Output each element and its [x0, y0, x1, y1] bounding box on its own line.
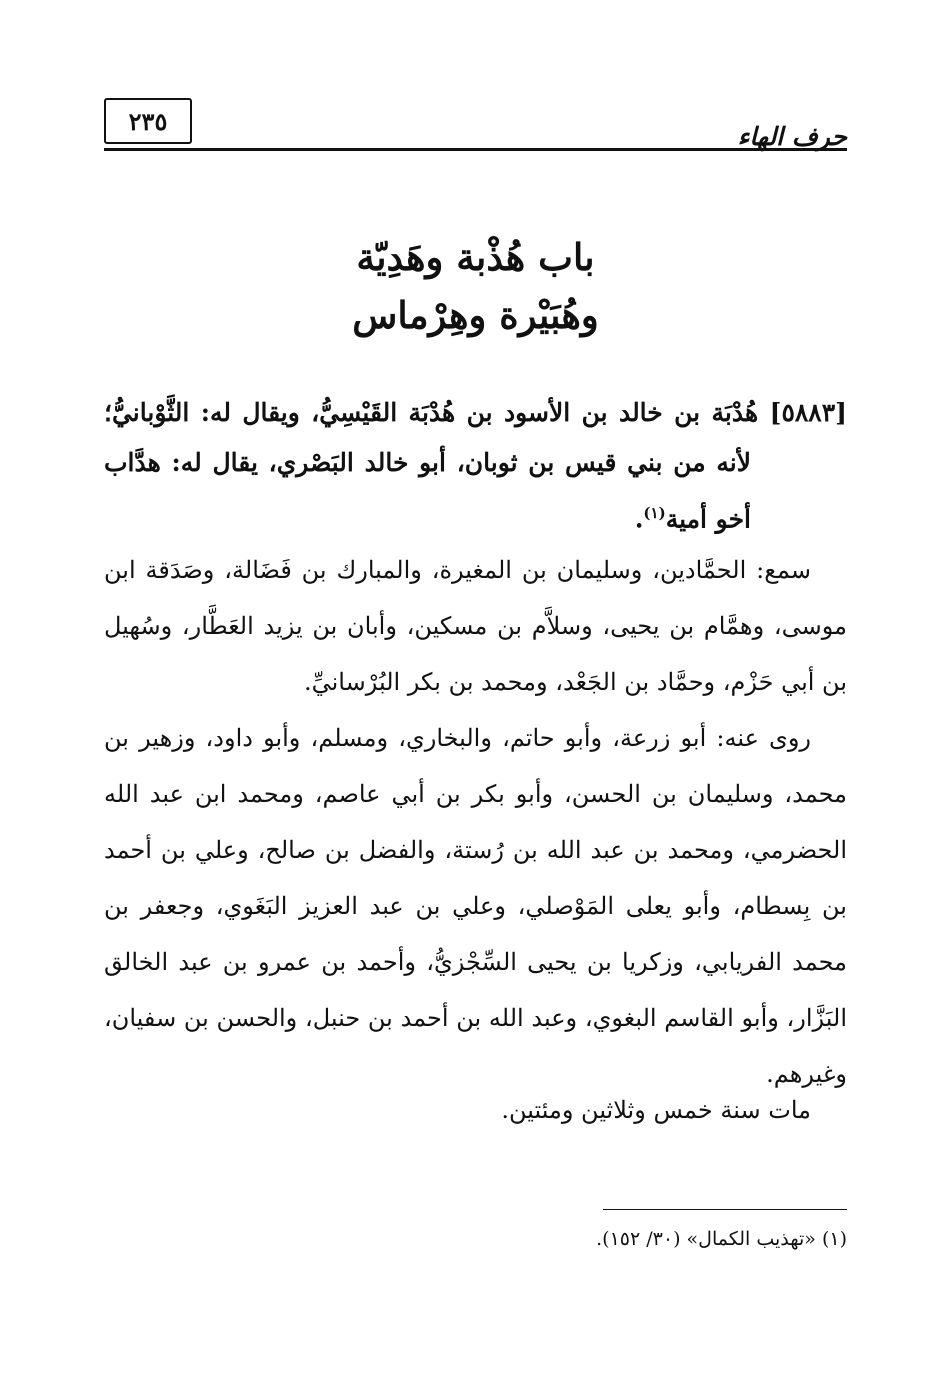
- paragraph-heard-from: سمع: الحمَّادين، وسليمان بن المغيرة، والمبارك بن فَضَالة، وصَدَقة ابن موسى، وهمَّام بن يحيى، وسلاَّم بن مسكين، وأبان بن يزيد العَطَّار، وسُهيل بن أبي حَزْم، وحمَّاد بن الجَعْد، ومحمد بن بكر البُرْسانيِّ.: [104, 556, 847, 696]
- footnote: (١) «تهذيب الكمال» (٣٠/ ١٥٢).: [596, 1228, 847, 1250]
- paragraph-narrated-by: روى عنه: أبو زرعة، وأبو حاتم، والبخاري، ومسلم، وأبو داود، وزهير بن محمد، وسليمان بن الحسن، وأبو بكر بن أبي عاصم، ومحمد ابن عبد الله الحضرمي، ومحمد بن عبد الله بن رُستة، والفضل بن صالح، وعلي بن أحمد بن بِسطام، وأبو يعلى المَوْصلي، وعلي بن عبد العزيز البَغَوي، وجعفر بن محمد الفريابي، وزكريا بن يحيى السِّجْزيُّ، وأحمد بن عمرو بن عبد الخالق البَزَّار، وأبو القاسم البغوي، وعبد الله بن أحمد بن حنبل، والحسن بن سفيان، وغيرهم.: [104, 724, 847, 1088]
- entry-number: [٥٨٨٣]: [769, 398, 847, 427]
- running-header-title: حرف الهاء: [737, 122, 847, 151]
- entry-heading: [104, 388, 847, 544]
- header-rule: [104, 148, 847, 151]
- footnote-rule: [603, 1209, 847, 1210]
- chapter-heading-line-2: وهُبَيْرة وهِرْماس: [352, 293, 599, 337]
- chapter-heading-line-1: باب هُذْبة وهَدِيّة: [356, 235, 595, 279]
- paragraph-death: مات سنة خمس وثلاثين ومئتين.: [501, 1096, 811, 1124]
- page-number: ٢٣٥: [128, 106, 168, 136]
- entry-end: .: [634, 504, 644, 534]
- footnote-reference: (١): [643, 504, 666, 522]
- page-number-box: [104, 98, 192, 144]
- entry-text: هُدْبَة بن خالد بن الأسود بن هُدْبَة القَيْسِيُّ، ويقال له: الثَّوْبانيُّ؛ لأنه من بني قيس بن ثوبان، أبو خالد البَصْري، يقال له: هدَّاب أخو أمية: [104, 398, 759, 534]
- chapter-heading: [104, 228, 847, 344]
